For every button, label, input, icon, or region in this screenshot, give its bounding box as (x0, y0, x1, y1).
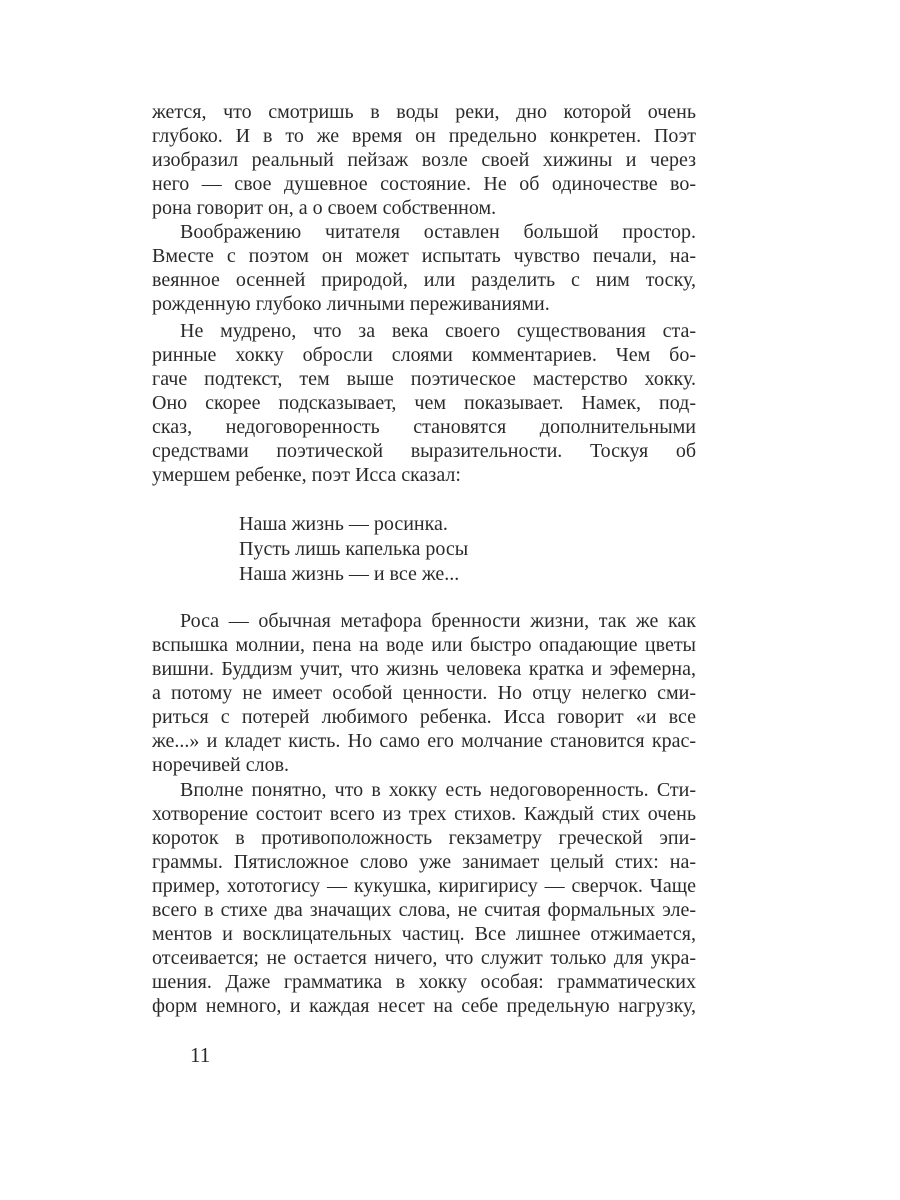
text-line: рона говорит он, а о своем собственном. (152, 197, 497, 219)
text-line: короток в противоположность гекзаметру греческой эпи- (152, 827, 696, 849)
text-line: глубоко. И в то же время он предельно конкретен. Поэт (152, 125, 696, 147)
text-line: риться с потерей любимого ребенка. Исса говорит «и все (152, 706, 696, 728)
poem-line: Пусть лишь капелька росы (239, 538, 469, 560)
poem-line: Наша жизнь — и все же... (239, 563, 460, 585)
text-line: норечивей слов. (152, 754, 290, 776)
text-line: форм немного, и каждая несет на себе предельную нагрузку, (152, 995, 696, 1017)
text-line: Вместе с поэтом он может испытать чувство печали, на- (152, 245, 696, 267)
text-line: граммы. Пятисложное слово уже занимает целый стих: на- (152, 851, 696, 873)
text-line: Не мудрено, что за века своего существования ста- (180, 320, 696, 342)
poem-line: Наша жизнь — росинка. (239, 513, 448, 535)
text-line: хотворение состоит всего из трех стихов. Каждый стих очень (152, 803, 696, 825)
text-line: гаче подтекст, тем выше поэтическое мастерство хокку. (152, 368, 696, 390)
text-line: вспышка молнии, пена на воде или быстро опадающие цветы (152, 634, 696, 656)
text-line: него — свое душевное состояние. Не об одиночестве во- (152, 173, 696, 195)
page-number: 11 (190, 1043, 211, 1067)
text-line: ринные хокку обросли слоями комментариев. Чем бо- (152, 344, 696, 366)
text-line: Роса — обычная метафора бренности жизни, так же как (180, 610, 696, 632)
text-line: ментов и восклицательных частиц. Все лишнее отжимается, (152, 923, 696, 945)
text-line: веянное осенней природой, или разделить с ним тоску, (152, 269, 696, 291)
text-line: рожденную глубоко личными переживаниями. (152, 293, 550, 315)
text-line: шения. Даже грамматика в хокку особая: грамматических (152, 971, 696, 993)
text-line: вишни. Буддизм учит, что жизнь человека кратка и эфемерна, (152, 658, 696, 680)
text-line: умершем ребенке, поэт Исса сказал: (152, 464, 461, 486)
text-line: Воображению читателя оставлен большой простор. (180, 221, 696, 243)
text-line: жется, что смотришь в воды реки, дно которой очень (152, 101, 696, 123)
text-line: же...» и кладет кисть. Но само его молчание становится крас- (152, 730, 696, 752)
text-line: всего в стихе два значащих слова, не считая формальных эле- (152, 899, 696, 921)
text-line: пример, хототогису — кукушка, киригирису — сверчок. Чаще (152, 875, 696, 897)
text-line: Вполне понятно, что в хокку есть недоговоренность. Сти- (180, 779, 696, 801)
text-line: а потому не имеет особой ценности. Но отцу нелегко сми- (152, 682, 696, 704)
text-line: Оно скорее подсказывает, чем показывает. Намек, под- (152, 392, 696, 414)
text-line: средствами поэтической выразительности. Тоскуя об (152, 440, 696, 462)
text-line: сказ, недоговоренность становятся дополнительными (152, 416, 696, 438)
text-line: изобразил реальный пейзаж возле своей хижины и через (152, 149, 696, 171)
text-line: отсеивается; не остается ничего, что служит только для укра- (152, 947, 696, 969)
